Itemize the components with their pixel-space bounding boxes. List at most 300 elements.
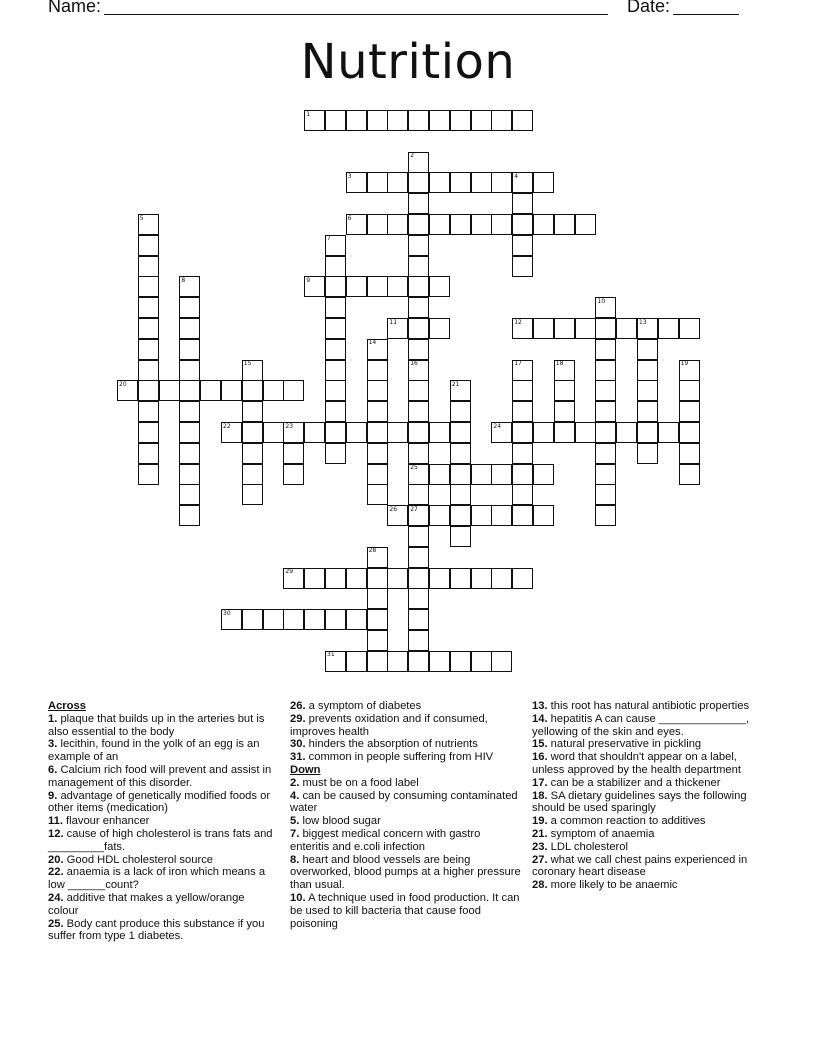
cell-number: 17 [514,360,522,368]
clue-text: advantage of genetically modified foods or other items (medication) [48,789,271,815]
grid-cell[interactable] [179,443,200,464]
grid-cell[interactable] [408,235,429,256]
grid-cell[interactable] [242,380,263,401]
clue-text: symptom of anaemia [550,827,655,840]
grid-cell[interactable] [325,443,346,464]
grid-cell[interactable] [367,588,388,609]
cell-number: 27 [410,505,418,513]
grid-cell[interactable] [283,464,304,485]
grid-cell[interactable] [491,505,512,526]
cell-number: 20 [119,380,127,388]
grid-cell[interactable] [408,526,429,547]
grid-cell[interactable] [658,318,679,339]
grid-cell[interactable] [533,505,554,526]
grid-cell[interactable] [325,256,346,277]
grid-cell[interactable] [367,568,388,589]
clue-column-1 [48,700,276,943]
grid-cell[interactable] [346,110,367,131]
clue-item [290,815,522,828]
grid-cell[interactable] [450,484,471,505]
grid-cell[interactable] [179,318,200,339]
clue-number: 2. [290,776,300,789]
grid-cell[interactable] [450,110,471,131]
grid-cell[interactable] [263,422,284,443]
grid-cell[interactable] [179,484,200,505]
cell-number: 5 [139,214,144,222]
grid-cell[interactable] [221,380,242,401]
grid-cell[interactable] [387,568,408,589]
clue-item [290,738,522,751]
grid-cell[interactable] [512,568,533,589]
grid-cell[interactable] [429,318,450,339]
grid-cell[interactable] [408,276,429,297]
grid-cell[interactable] [512,484,533,505]
grid-cell[interactable] [491,110,512,131]
grid-cell[interactable] [138,380,159,401]
clue-number: 6. [48,763,58,776]
grid-cell[interactable] [471,464,492,485]
grid-cell[interactable] [637,380,658,401]
clue-item [290,700,522,713]
grid-cell[interactable] [346,609,367,630]
grid-cell[interactable] [387,214,408,235]
grid-cell[interactable] [304,422,325,443]
grid-cell[interactable] [575,422,596,443]
grid-cell[interactable] [179,464,200,485]
grid-cell[interactable] [533,214,554,235]
grid-cell[interactable] [575,318,596,339]
clue-text: Calcium rich food will prevent and assist in management of this disorder. [48,763,272,789]
clue-text: can be caused by consuming contaminated water [290,789,518,815]
clue-item [532,738,768,751]
grid-cell[interactable] [637,339,658,360]
grid-cell[interactable] [554,401,575,422]
clue-number: 10. [290,891,306,904]
cell-number: 30 [223,609,231,617]
grid-cell[interactable] [179,380,200,401]
name-label: Name: [48,0,102,16]
cell-number: 28 [368,547,377,555]
grid-cell[interactable] [408,380,429,401]
clue-item [532,841,768,854]
grid-cell[interactable] [367,651,388,672]
grid-cell[interactable] [408,193,429,214]
grid-cell[interactable] [512,110,533,131]
grid-cell[interactable] [512,380,533,401]
grid-cell[interactable] [637,401,658,422]
clue-number: 4. [290,789,300,802]
grid-cell[interactable] [637,443,658,464]
cell-number: 22 [223,422,231,430]
grid-cell[interactable] [325,339,346,360]
grid-cell[interactable] [616,318,637,339]
grid-cell[interactable] [367,422,388,443]
grid-cell[interactable] [637,360,658,381]
clue-number: 27. [532,853,548,866]
grid-cell[interactable] [512,256,533,277]
grid-cell[interactable] [429,214,450,235]
grid-cell[interactable] [450,526,471,547]
grid-cell[interactable] [325,318,346,339]
grid-cell[interactable] [138,297,159,318]
grid-cell[interactable] [367,360,388,381]
grid-cell[interactable] [450,172,471,193]
grid-cell[interactable] [408,339,429,360]
grid-cell[interactable] [367,401,388,422]
grid-cell[interactable] [367,380,388,401]
grid-cell[interactable] [263,380,284,401]
grid-cell[interactable] [408,256,429,277]
grid-cell[interactable] [471,172,492,193]
clue-number: 11. [48,815,63,828]
clue-text: prevents oxidation and if consumed, improves health [290,712,488,738]
clue-number: 21. [532,827,548,840]
grid-cell[interactable] [387,110,408,131]
grid-cell[interactable] [138,276,159,297]
clue-text: a common reaction to additives [550,815,706,828]
grid-cell[interactable] [367,172,388,193]
grid-cell[interactable] [304,609,325,630]
grid-cell[interactable] [679,401,700,422]
grid-cell[interactable] [595,484,616,505]
grid-cell[interactable] [346,276,367,297]
grid-cell[interactable] [450,464,471,485]
grid-cell[interactable] [595,422,616,443]
cell-number: 6 [347,214,352,222]
grid-cell[interactable] [138,464,159,485]
grid-cell[interactable] [387,422,408,443]
clue-item [532,828,768,841]
grid-cell[interactable] [346,422,367,443]
cell-number: 8 [181,276,186,284]
clue-item [290,790,522,816]
grid-cell[interactable] [575,214,596,235]
page-title: Nutrition [300,34,516,90]
clue-number: 24. [48,891,64,904]
grid-cell[interactable] [304,568,325,589]
grid-cell[interactable] [679,443,700,464]
clue-number: 17. [532,776,548,789]
grid-cell[interactable] [179,297,200,318]
clue-text: biggest medical concern with gastro enteritis and e.coli infection [290,827,481,853]
grid-cell[interactable] [138,443,159,464]
grid-cell[interactable] [512,464,533,485]
grid-cell[interactable] [179,360,200,381]
grid-cell[interactable] [325,609,346,630]
grid-cell[interactable] [450,505,471,526]
grid-cell[interactable] [367,609,388,630]
clue-text: hinders the absorption of nutrients [308,738,478,751]
grid-cell[interactable] [512,401,533,422]
grid-cell[interactable] [179,339,200,360]
clue-item [290,751,522,764]
grid-cell[interactable] [138,422,159,443]
cell-number: 12 [514,318,522,326]
grid-cell[interactable] [346,651,367,672]
clue-number: 19. [532,815,548,828]
clue-text: natural preservative in pickling [550,738,702,751]
grid-cell[interactable] [408,484,429,505]
clue-item [48,918,276,944]
grid-cell[interactable] [283,443,304,464]
clue-item [532,815,768,828]
grid-cell[interactable] [367,484,388,505]
grid-cell[interactable] [325,422,346,443]
clue-number: 15. [532,738,548,751]
clue-text: this root has natural antibiotic properties [550,700,750,712]
grid-cell[interactable] [512,214,533,235]
grid-cell[interactable] [658,422,679,443]
cell-number: 9 [306,276,311,284]
clue-text: common in people suffering from HIV [308,751,494,764]
grid-cell[interactable] [325,276,346,297]
grid-cell[interactable] [325,380,346,401]
grid-cell[interactable] [533,172,554,193]
clue-text: cause of high cholesterol is trans fats and _________fats. [48,827,273,853]
grid-cell[interactable] [367,110,388,131]
clue-item [532,879,768,892]
grid-cell[interactable] [325,110,346,131]
clue-item [48,815,276,828]
clue-item [290,892,522,930]
clue-text: low blood sugar [302,815,381,828]
grid-cell[interactable] [179,422,200,443]
grid-cell[interactable] [471,568,492,589]
grid-cell[interactable] [408,609,429,630]
grid-cell[interactable] [429,172,450,193]
grid-cell[interactable] [429,422,450,443]
grid-cell[interactable] [367,630,388,651]
grid-cell[interactable] [595,360,616,381]
grid-cell[interactable] [679,380,700,401]
grid-cell[interactable] [408,568,429,589]
clue-item [290,828,522,854]
clue-text: word that shouldn't appear on a label, unless approved by the health department [532,751,741,776]
grid-cell[interactable] [429,464,450,485]
grid-cell[interactable] [242,443,263,464]
grid-cell[interactable] [408,588,429,609]
clue-text: what we call chest pains experienced in coronary heart disease [532,853,748,879]
grid-cell[interactable] [325,568,346,589]
cell-number: 16 [410,360,418,368]
grid-cell[interactable] [533,464,554,485]
clue-number: 16. [532,751,548,764]
grid-cell[interactable] [595,443,616,464]
grid-cell[interactable] [408,443,429,464]
grid-cell[interactable] [637,422,658,443]
grid-cell[interactable] [408,214,429,235]
grid-cell[interactable] [533,318,554,339]
grid-cell[interactable] [595,339,616,360]
clue-item [48,828,276,854]
grid-cell[interactable] [138,318,159,339]
grid-cell[interactable] [408,422,429,443]
grid-cell[interactable] [367,443,388,464]
grid-cell[interactable] [491,464,512,485]
grid-cell[interactable] [325,401,346,422]
grid-cell[interactable] [179,401,200,422]
grid-cell[interactable] [512,443,533,464]
grid-cell[interactable] [595,464,616,485]
clue-text: plaque that builds up in the arteries but is also essential to the body [48,712,265,738]
grid-cell[interactable] [325,360,346,381]
grid-cell[interactable] [408,630,429,651]
clue-column-3 [532,700,768,892]
grid-cell[interactable] [595,401,616,422]
grid-cell[interactable] [595,380,616,401]
grid-cell[interactable] [491,568,512,589]
grid-cell[interactable] [387,651,408,672]
grid-cell[interactable] [263,609,284,630]
grid-cell[interactable] [138,339,159,360]
grid-cell[interactable] [450,401,471,422]
clue-text: SA dietary guidelines says the following should be used sparingly [532,789,747,815]
grid-cell[interactable] [491,172,512,193]
grid-cell[interactable] [429,505,450,526]
clue-item [532,751,768,777]
clue-item [48,790,276,816]
clue-number: 12. [48,827,64,840]
date-label: Date: [627,0,671,16]
grid-cell[interactable] [367,464,388,485]
grid-cell[interactable] [512,422,533,443]
grid-cell[interactable] [679,422,700,443]
grid-cell[interactable] [179,505,200,526]
clue-number: 9. [48,789,58,802]
grid-cell[interactable] [554,380,575,401]
cell-number: 23 [285,422,294,430]
grid-cell[interactable] [283,380,304,401]
grid-cell[interactable] [429,651,450,672]
grid-cell[interactable] [512,235,533,256]
grid-cell[interactable] [387,172,408,193]
grid-cell[interactable] [408,297,429,318]
clue-item [290,713,522,739]
grid-cell[interactable] [387,276,408,297]
grid-cell[interactable] [138,235,159,256]
clue-number: 13. [532,700,548,712]
grid-cell[interactable] [450,214,471,235]
grid-cell[interactable] [325,297,346,318]
clue-item [48,892,276,918]
grid-cell[interactable] [512,505,533,526]
cell-number: 26 [389,505,398,513]
grid-cell[interactable] [491,651,512,672]
clue-number: 23. [532,840,548,853]
grid-cell[interactable] [408,547,429,568]
grid-cell[interactable] [408,651,429,672]
clue-item [532,700,768,713]
grid-cell[interactable] [242,609,263,630]
grid-cell[interactable] [616,422,637,443]
grid-cell[interactable] [679,464,700,485]
clue-item [290,854,522,892]
grid-cell[interactable] [471,651,492,672]
grid-cell[interactable] [429,110,450,131]
clue-item [48,854,276,867]
grid-cell[interactable] [408,401,429,422]
grid-cell[interactable] [138,360,159,381]
grid-cell[interactable] [450,651,471,672]
grid-cell[interactable] [200,380,221,401]
clue-text: LDL cholesterol [550,840,628,853]
grid-cell[interactable] [471,110,492,131]
clue-number: 20. [48,853,64,866]
grid-cell[interactable] [429,276,450,297]
grid-cell[interactable] [408,172,429,193]
grid-cell[interactable] [471,214,492,235]
clue-item [532,713,768,739]
grid-cell[interactable] [242,484,263,505]
across-heading: Across [48,700,86,712]
clue-text: more likely to be anaemic [550,879,678,892]
grid-cell[interactable] [595,505,616,526]
grid-cell[interactable] [450,443,471,464]
clue-item [48,713,276,739]
grid-cell[interactable] [283,609,304,630]
clue-text: must be on a food label [302,776,419,789]
grid-cell[interactable] [242,401,263,422]
clue-number: 7. [290,827,300,840]
clue-number: 26. [290,700,306,712]
clue-text: A technique used in food production. It can be used to kill bacteria that cause food poisoning [290,891,520,930]
grid-cell[interactable] [679,318,700,339]
grid-cell[interactable] [471,505,492,526]
clue-item [532,854,768,880]
grid-cell[interactable] [595,318,616,339]
grid-cell[interactable] [159,380,180,401]
cell-number: 18 [555,360,564,368]
grid-cell[interactable] [408,110,429,131]
grid-cell[interactable] [533,422,554,443]
clue-item [48,764,276,790]
clue-number: 30. [290,738,306,751]
cell-number: 2 [410,152,415,160]
grid-cell[interactable] [450,422,471,443]
clue-item [532,790,768,816]
grid-cell[interactable] [138,401,159,422]
grid-cell[interactable] [554,318,575,339]
grid-cell[interactable] [408,318,429,339]
clue-text: can be a stabilizer and a thickener [550,776,721,789]
grid-cell[interactable] [367,276,388,297]
clue-number: 18. [532,789,548,802]
grid-cell[interactable] [138,256,159,277]
grid-cell[interactable] [429,568,450,589]
clue-column-2 [290,700,522,930]
grid-cell[interactable] [491,214,512,235]
clue-item [48,866,276,892]
clue-text: Body cant produce this substance if you suffer from type 1 diabetes. [48,917,265,943]
grid-cell[interactable] [346,568,367,589]
down-heading: Down [290,763,321,776]
clue-text: lecithin, found in the yolk of an egg is an example of an [48,738,260,764]
clue-number: 25. [48,917,64,930]
clue-text: heart and blood vessels are being overworked, blood pumps at a higher pressure than usual. [290,853,521,892]
clue-number: 8. [290,853,300,866]
cell-number: 25 [410,464,418,472]
grid-cell[interactable] [242,464,263,485]
grid-cell[interactable] [242,422,263,443]
grid-cell[interactable] [450,568,471,589]
clue-number: 1. [48,712,58,725]
grid-cell[interactable] [554,214,575,235]
clue-number: 28. [532,879,548,892]
grid-cell[interactable] [512,193,533,214]
grid-cell[interactable] [367,214,388,235]
grid-cell[interactable] [554,422,575,443]
clue-item [48,738,276,764]
